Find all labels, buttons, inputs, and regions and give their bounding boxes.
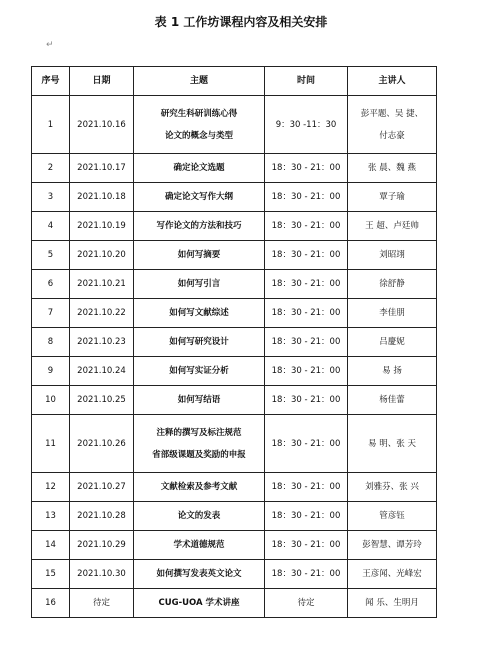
cell-speaker-line: 付志豪 [379,130,405,141]
cell-date [70,96,134,154]
cell-date [70,270,134,299]
table-row [32,386,437,415]
cell-topic [134,299,265,328]
cell-topic [134,589,265,618]
cell-time-text: 18：30 - 21：00 [271,482,341,492]
cell-time-text: 18：30 - 21：00 [271,511,341,521]
cell-time-text: 18：30 - 21：00 [271,395,341,405]
cell-date [70,299,134,328]
cell-speaker [348,473,437,502]
cell-speaker [348,386,437,415]
cell-speaker [348,415,437,473]
cell-speaker [348,357,437,386]
cell-speaker [348,328,437,357]
header-time: 时间 [265,67,348,96]
cell-topic-line: 注释的撰写及标注规范 [156,427,242,438]
cell-speaker [348,560,437,589]
cell-speaker [348,154,437,183]
cell-no-text: 4 [47,221,54,231]
cell-no [32,502,70,531]
table-row [32,502,437,531]
cell-topic-line: 写作论文的方法和技巧 [156,221,242,231]
cell-time-text: 18：30 - 21：00 [271,366,341,376]
cell-speaker [348,270,437,299]
cell-time-text: 18：30 - 21：00 [271,540,341,550]
cell-time-text: 待定 [297,598,315,608]
cell-topic-line: 如何撰写发表英文论文 [156,569,242,579]
table-row [32,415,437,473]
cell-date-text: 2021.10.23 [77,337,126,347]
cell-no-text: 10 [45,395,56,405]
cell-time [265,96,348,154]
cell-topic-line: CUG-UOA 学术讲座 [158,598,240,608]
table-row [32,328,437,357]
cell-no [32,270,70,299]
table-row [32,241,437,270]
cell-no-text: 1 [47,119,54,130]
cell-no-text: 8 [47,337,54,347]
cell-topic [134,531,265,560]
paragraph-mark: ↵ [46,40,54,50]
cell-no [32,589,70,618]
cell-speaker [348,96,437,154]
cell-speaker-line: 管彦钰 [379,511,405,521]
cell-no-text: 6 [47,279,54,289]
table-row [32,531,437,560]
cell-no-text: 2 [47,163,54,173]
cell-date-text: 2021.10.30 [77,569,126,579]
cell-date [70,328,134,357]
cell-topic [134,415,265,473]
cell-topic [134,96,265,154]
cell-topic [134,502,265,531]
cell-time [265,415,348,473]
table-body [32,96,437,618]
cell-speaker-line: 王彦闻、光峰宏 [362,569,422,579]
cell-time [265,531,348,560]
cell-no [32,183,70,212]
cell-date-text: 2021.10.22 [77,308,126,318]
cell-topic [134,473,265,502]
cell-speaker [348,212,437,241]
cell-no [32,415,70,473]
cell-topic [134,270,265,299]
cell-date-text: 2021.10.28 [77,511,126,521]
cell-speaker-line: 张 晨、魏 燕 [368,163,416,173]
table-row [32,183,437,212]
cell-time [265,589,348,618]
table-row [32,589,437,618]
cell-time-text: 18：30 - 21：00 [271,250,341,260]
cell-time [265,299,348,328]
cell-topic [134,241,265,270]
cell-time [265,241,348,270]
cell-speaker-line: 徐舒静 [379,279,405,289]
cell-date [70,531,134,560]
cell-no [32,299,70,328]
cell-time-text: 18：30 - 21：00 [271,337,341,347]
cell-time [265,154,348,183]
cell-speaker-line: 王 超、卢廷帅 [365,221,419,231]
header-speaker: 主讲人 [348,67,437,96]
cell-date [70,415,134,473]
cell-no [32,154,70,183]
cell-time [265,357,348,386]
cell-no-text: 3 [47,192,54,202]
cell-speaker [348,531,437,560]
cell-topic [134,212,265,241]
cell-no-text: 13 [45,511,56,521]
cell-topic-line: 如何写研究设计 [169,337,229,347]
cell-speaker-line: 刘昭翊 [379,250,405,260]
cell-no [32,473,70,502]
cell-date-text: 2021.10.24 [77,366,126,376]
cell-time [265,560,348,589]
cell-topic-line: 如何写引言 [177,279,221,289]
cell-time [265,183,348,212]
cell-time-text: 18：30 - 21：00 [271,569,341,579]
cell-no-text: 9 [47,366,54,376]
cell-date [70,502,134,531]
cell-time [265,502,348,531]
table-row [32,560,437,589]
cell-date [70,154,134,183]
table-row [32,299,437,328]
cell-no-text: 11 [45,438,56,449]
cell-speaker [348,299,437,328]
cell-date [70,560,134,589]
cell-date [70,357,134,386]
cell-topic [134,560,265,589]
cell-speaker-line: 彭平题、吴 捷、 [360,108,424,119]
cell-speaker [348,241,437,270]
cell-topic [134,183,265,212]
cell-topic [134,357,265,386]
header-row [32,67,437,96]
cell-time [265,328,348,357]
cell-no [32,531,70,560]
cell-topic-line: 确定论文写作大纲 [164,192,233,202]
header-date: 日期 [70,67,134,96]
cell-no-text: 15 [45,569,56,579]
cell-no [32,328,70,357]
cell-speaker [348,183,437,212]
cell-speaker [348,589,437,618]
cell-speaker-line: 易 明、张 天 [368,438,416,449]
cell-time-text: 18：30 - 21：00 [271,163,341,173]
cell-no-text: 14 [45,540,56,550]
cell-date-text: 2021.10.21 [77,279,126,289]
cell-topic-line: 论文的发表 [177,511,221,521]
cell-date-text: 2021.10.29 [77,540,126,550]
cell-speaker-line: 刘雅芬、张 兴 [365,482,419,492]
cell-date-text: 2021.10.27 [77,482,126,492]
cell-speaker-line: 李佳朋 [379,308,405,318]
cell-time-text: 18：30 - 21：00 [271,192,341,202]
table-row [32,270,437,299]
cell-no [32,560,70,589]
cell-date-text: 2021.10.25 [77,395,126,405]
cell-speaker-line: 吕慶妮 [379,337,405,347]
cell-time [265,386,348,415]
cell-time [265,270,348,299]
cell-date [70,589,134,618]
cell-topic-line: 如何写结语 [177,395,221,405]
cell-time-text: 18：30 - 21：00 [271,438,341,449]
cell-topic-line: 文献检索及参考文献 [160,482,238,492]
cell-speaker [348,502,437,531]
cell-time-text: 18：30 - 21：00 [271,308,341,318]
table-caption: 表 1 工作坊课程内容及相关安排 [154,15,328,29]
cell-topic [134,386,265,415]
cell-speaker-line: 闻 乐、生明月 [365,598,419,608]
cell-topic-line: 如何写文献综述 [169,308,229,318]
cell-date-text: 2021.10.19 [77,221,126,231]
table-row [32,154,437,183]
cell-no [32,357,70,386]
cell-date-text: 待定 [92,598,110,608]
cell-date [70,473,134,502]
header-topic: 主题 [134,67,265,96]
cell-topic-line: 确定论文选题 [173,163,225,173]
cell-date-text: 2021.10.26 [77,438,126,449]
cell-speaker-line: 彭智慧、谭芳玲 [362,540,422,550]
cell-no [32,241,70,270]
cell-topic-line: 省部级课题及奖励的申报 [152,449,246,460]
cell-topic-line: 论文的概念与类型 [164,130,233,141]
cell-date [70,386,134,415]
cell-time-text: 18：30 - 21：00 [271,279,341,289]
header-number: 序号 [32,67,70,96]
table-row [32,473,437,502]
table-row [32,357,437,386]
cell-date-text: 2021.10.20 [77,250,126,260]
cell-time [265,212,348,241]
cell-no-text: 12 [45,482,56,492]
cell-no [32,386,70,415]
table-row [32,96,437,154]
cell-time-text: 9：30 -11：30 [275,119,337,130]
cell-time-text: 18：30 - 21：00 [271,221,341,231]
cell-speaker-line: 覃子瑜 [379,192,405,202]
cell-speaker-line: 杨佳蕾 [379,395,405,405]
cell-no-text: 7 [47,308,54,318]
cell-topic [134,328,265,357]
cell-date [70,183,134,212]
cell-date-text: 2021.10.18 [77,192,126,202]
cell-topic-line: 研究生科研训练心得 [160,108,238,119]
cell-date [70,241,134,270]
cell-no [32,212,70,241]
cell-date [70,212,134,241]
cell-no-text: 5 [47,250,54,260]
cell-no-text: 16 [45,598,56,608]
cell-topic-line: 学术道德规范 [173,540,225,550]
cell-time [265,473,348,502]
cell-no [32,96,70,154]
cell-speaker-line: 易 扬 [382,366,402,376]
cell-topic-line: 如何写摘要 [177,250,221,260]
cell-date-text: 2021.10.16 [77,119,126,130]
course-schedule-table [31,66,437,618]
cell-topic [134,154,265,183]
cell-date-text: 2021.10.17 [77,163,126,173]
table-row [32,212,437,241]
cell-topic-line: 如何写实证分析 [169,366,229,376]
